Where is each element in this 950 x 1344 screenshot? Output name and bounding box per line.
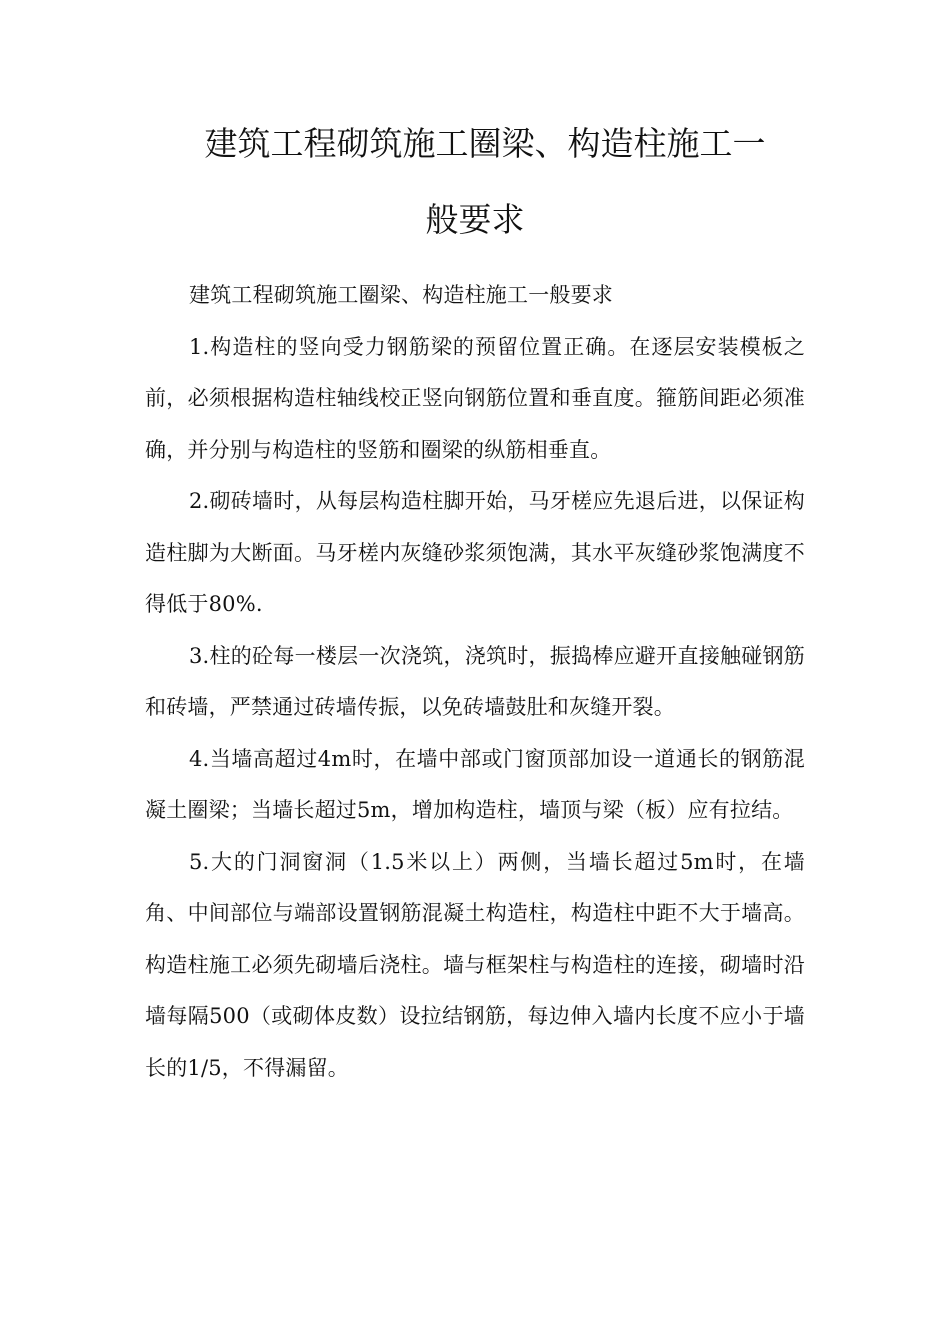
requirement-paragraph-5: 5.大的门洞窗洞（1.5米以上）两侧，当墙长超过5m时，在墙角、中间部位与端部设置钢筋混凝土构造柱，构造柱中距不大于墙高。构造柱施工必须先砌墙后浇柱。墙与框架柱与构造柱的连接，砌墙时沿墙每隔500（或砌体皮数）设拉结钢筋，每边伸入墙内长度不应小于墙长的1/5，不得漏留。 [145,849,805,1080]
document-body [145,270,805,1094]
subtitle-paragraph: 建筑工程砌筑施工圈梁、构造柱施工一般要求 [189,283,613,307]
requirement-paragraph-3: 3.柱的砼每一楼层一次浇筑，浇筑时，振捣棒应避开直接触碰钢筋和砖墙，严禁通过砖墙传振，以免砖墙鼓肚和灰缝开裂。 [145,643,805,719]
document-title-line-2: 般要求 [425,200,525,239]
document-title-line-1: 建筑工程砌筑施工圈梁、构造柱施工一 [204,124,766,163]
requirement-paragraph-2: 2.砌砖墙时，从每层构造柱脚开始，马牙槎应先退后进，以保证构造柱脚为大断面。马牙槎内灰缝砂浆须饱满，其水平灰缝砂浆饱满度不得低于80%. [145,489,805,616]
requirement-paragraph-4: 4.当墙高超过4m时，在墙中部或门窗顶部加设一道通长的钢筋混凝土圈梁；当墙长超过5m，增加构造柱，墙顶与梁（板）应有拉结。 [145,746,805,822]
requirement-paragraph-1: 1.构造柱的竖向受力钢筋梁的预留位置正确。在逐层安装模板之前，必须根据构造柱轴线校正竖向钢筋位置和垂直度。箍筋间距必须准确，并分别与构造柱的竖筋和圈梁的纵筋相垂直。 [145,334,805,462]
